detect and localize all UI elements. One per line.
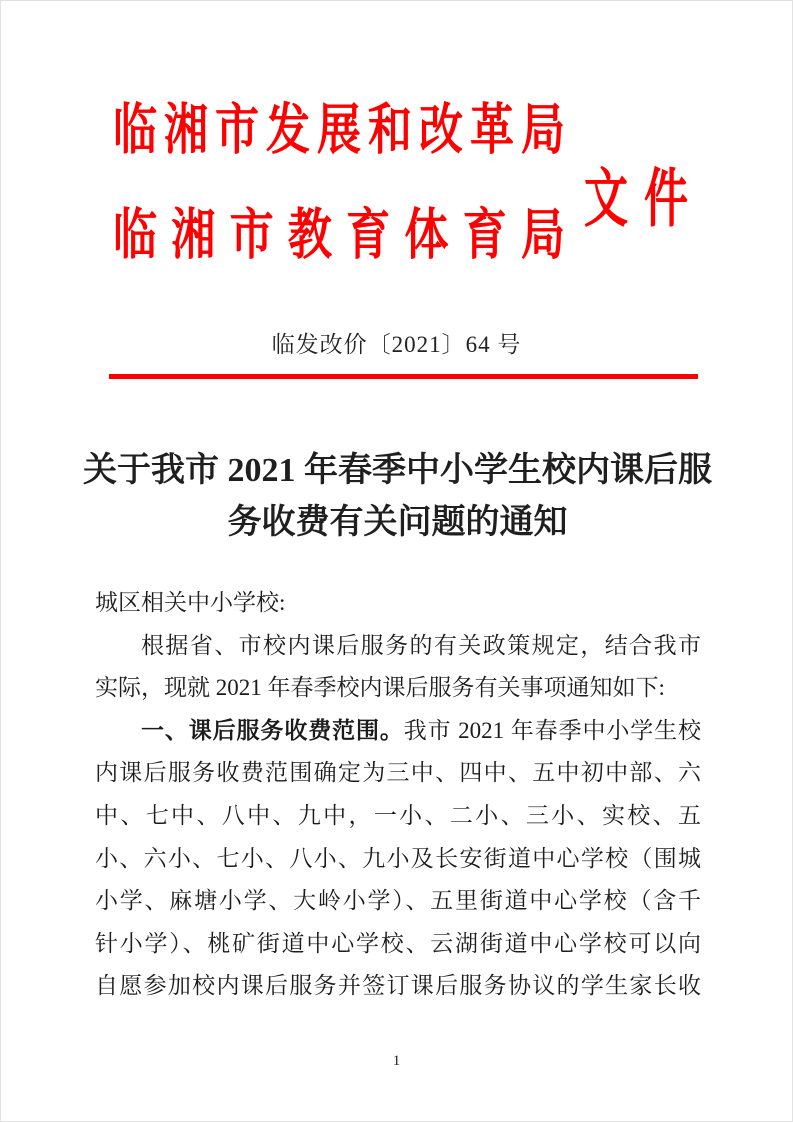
body-line bbox=[95, 710, 701, 753]
body-line: 实际，现就 2021 年春季校内课后服务有关事项通知如下: bbox=[95, 675, 665, 701]
red-separator-rule bbox=[109, 374, 698, 379]
body-line: 小学、麻塘小学、大岭小学）、五里街道中心学校（含千 bbox=[95, 888, 701, 914]
doc-title-line-1: 关于我市 2021 年春季中小学生校内课后服 bbox=[83, 452, 712, 489]
body-line: 中、七中、八中、九中，一小、二小、三小、实校、五 bbox=[95, 802, 701, 828]
issuing-org-line-2: 临湘市教育体育局 bbox=[113, 204, 565, 266]
body-line: 针小学）、桃矿街道中心学校、云湖街道中心学校可以向 bbox=[95, 930, 701, 956]
body-line: 小、六小、七小、八小、九小及长安街道中心学校（围城 bbox=[95, 845, 701, 871]
salutation-line: 城区相关中小学校: bbox=[95, 590, 286, 615]
doc-type-label: 文件 bbox=[584, 163, 688, 235]
doc-title bbox=[61, 445, 734, 549]
body-line: 根据省、市校内课后服务的有关政策规定，结合我市 bbox=[141, 632, 701, 658]
issuing-org-line-1: 临湘市发展和改革局 bbox=[113, 99, 565, 161]
body-line: 内课后服务收费范围确定为三中、四中、五中初中部、六 bbox=[95, 760, 701, 786]
body-line: 自愿参加校内课后服务并签订课后服务协议的学生家长收 bbox=[95, 973, 701, 999]
doc-number: 临发改价〔2021〕64 号 bbox=[271, 332, 522, 357]
page-number: 1 bbox=[392, 1053, 401, 1069]
doc-body bbox=[95, 582, 701, 1008]
body-line-text: 我市 2021 年春季中小学生校 bbox=[403, 717, 702, 743]
section-heading: 一、课后服务收费范围。 bbox=[141, 717, 404, 743]
doc-title-line-2: 务收费有关问题的通知 bbox=[227, 504, 568, 541]
